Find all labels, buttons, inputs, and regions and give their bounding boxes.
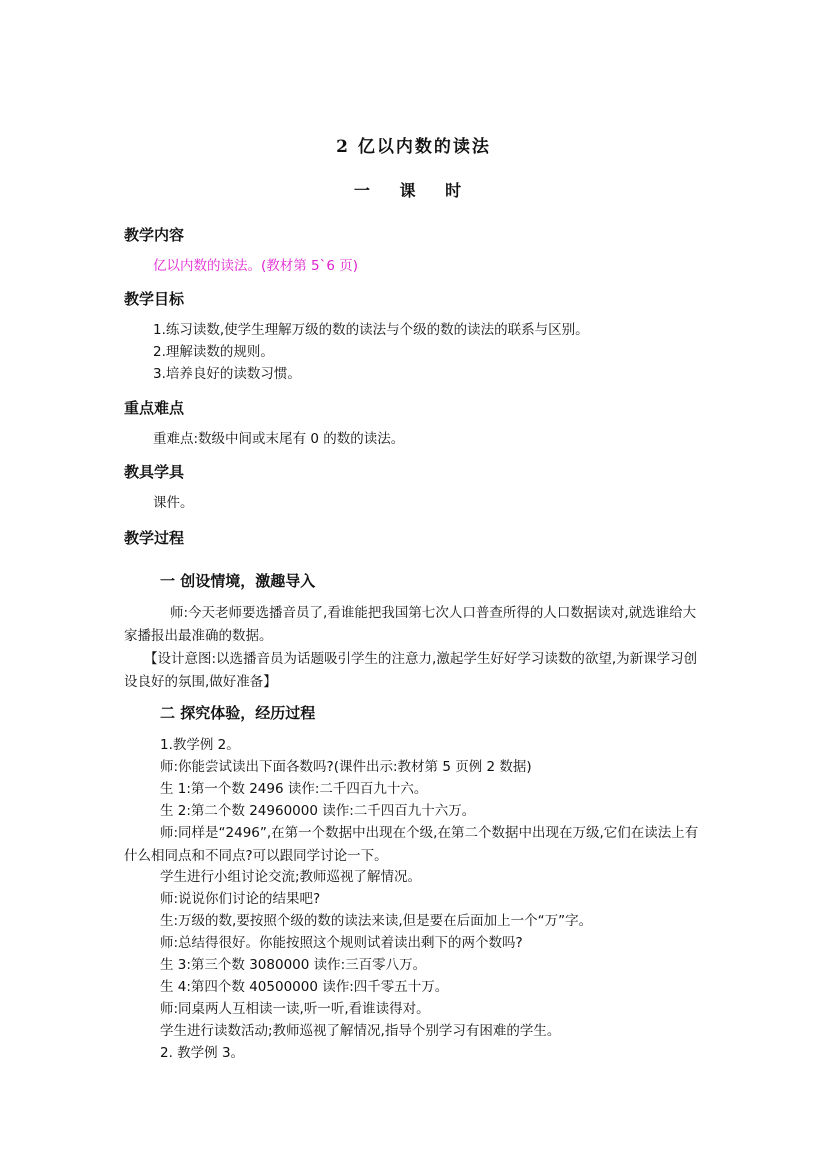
dialogue-line: 师:说说你们讨论的结果吧?: [160, 891, 321, 907]
dialogue-line: 2. 教学例 3。: [160, 1045, 245, 1061]
heading-tools: 教具学具: [124, 463, 185, 481]
design-intent-paragraph: 【设计意图:以选播音员为话题吸引学生的注意力,激起学生好好学习读数的欲望,为新课学习创设良好的氛围,做好准备】: [124, 651, 698, 690]
heading-goals: 教学目标: [124, 290, 185, 308]
heading-process: 教学过程: [124, 529, 185, 547]
dialogue-line: 学生进行小组讨论交流;教师巡视了解情况。: [160, 869, 422, 885]
part1-paragraph: 师:今天老师要选播音员了,看谁能把我国第七次人口普查所得的人口数据读对,就选谁给大家播报出最准确的数据。: [124, 605, 697, 644]
dialogue-line: 生 2:第二个数 24960000 读作:二千四百九十六万。: [160, 803, 476, 819]
heading-key-points: 重点难点: [124, 399, 185, 417]
dialogue-line: 学生进行读数活动;教师巡视了解情况,指导个别学习有困难的学生。: [160, 1023, 561, 1039]
content-text: 亿以内数的读法。(教材第 5`6 页): [153, 258, 359, 274]
dialogue-line: 师:同桌两人互相读一读,听一听,看谁读得对。: [160, 1001, 430, 1017]
heading-content: 教学内容: [124, 226, 185, 244]
goal-item: 3.培养良好的读数习惯。: [153, 366, 301, 382]
goal-item: 2.理解读数的规则。: [153, 344, 274, 360]
dialogue-line: 生 4:第四个数 40500000 读作:四千零五十万。: [160, 979, 449, 995]
lesson-title: 2 亿以内数的读法: [336, 137, 491, 157]
dialogue-line: 师:总结得很好。你能按照这个规则试着读出剩下的两个数吗?: [160, 935, 523, 951]
part2-heading: 二 探究体验，经历过程: [160, 704, 316, 722]
lesson-subtitle: 一 课 时: [353, 181, 474, 200]
goal-item: 1.练习读数,使学生理解万级的数的读法与个级的数的读法的联系与区别。: [153, 322, 589, 338]
dialogue-line: 1.教学例 2。: [160, 737, 240, 753]
dialogue-line: 生:万级的数,要按照个级的数的读法来读,但是要在后面加上一个“万”字。: [160, 913, 593, 929]
dialogue-line: 生 1:第一个数 2496 读作:二千四百九十六。: [160, 781, 428, 797]
part1-heading: 一 创设情境，激趣导入: [160, 572, 316, 590]
dialogue-paragraph: 师:同样是“2496”,在第一个数据中出现在个级,在第二个数据中出现在万级,它们在读法上有什么相同点和不同点?可以跟同学讨论一下。: [124, 825, 699, 864]
tools-text: 课件。: [153, 495, 194, 511]
dialogue-line: 师:你能尝试读出下面各数吗?(课件出示:教材第 5 页例 2 数据): [160, 759, 532, 775]
key-points-text: 重难点:数级中间或末尾有 0 的数的读法。: [153, 431, 405, 447]
dialogue-line: 生 3:第三个数 3080000 读作:三百零八万。: [160, 957, 427, 973]
